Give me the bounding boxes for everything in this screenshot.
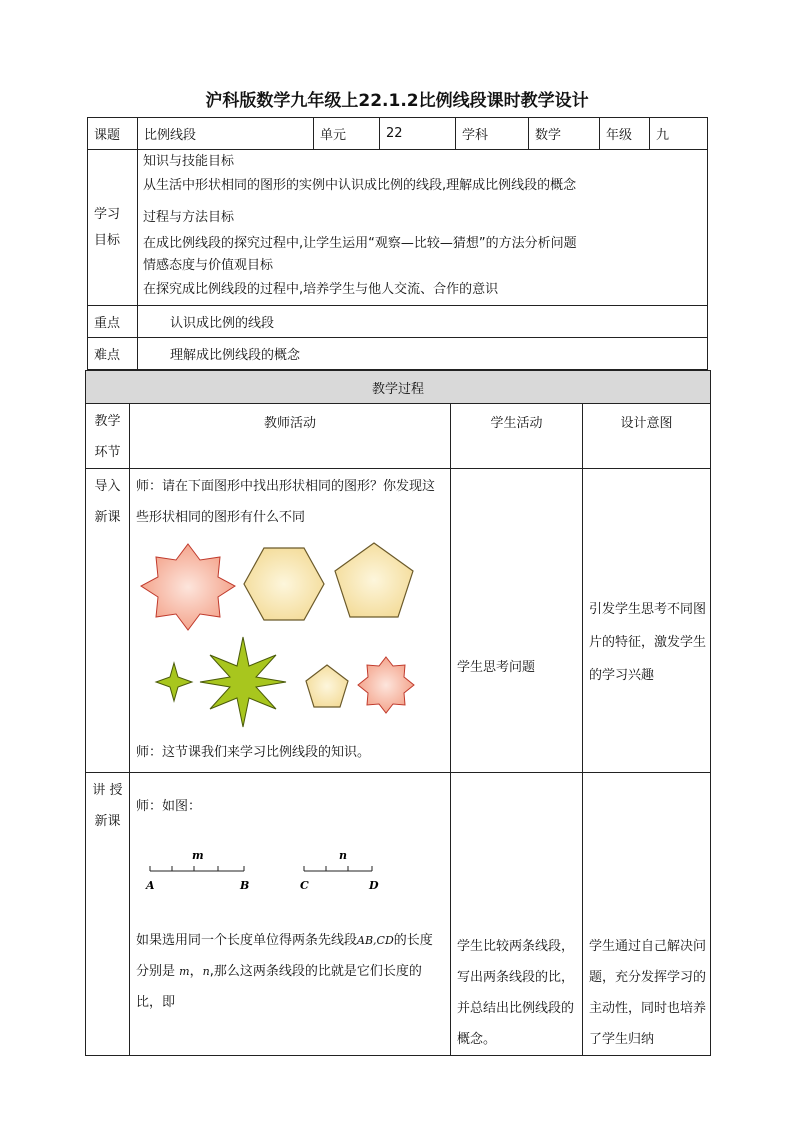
- var-m: m: [179, 965, 190, 978]
- stage-line-2: 新课: [94, 814, 121, 829]
- design-intent-cell: 学生通过自己解决问题，充分发挥学习的主动性，同时也培养了学生归纳: [583, 773, 711, 1056]
- key-point-label: 重点: [88, 306, 138, 338]
- student-activity-cell: 学生比较两条线段，写出两条线段的比，并总结出比例线段的概念。: [451, 773, 583, 1056]
- teacher-paragraph: [136, 925, 444, 1018]
- design-intent-cell: 引发学生思考不同图片的特征，激发学生的学习兴趣: [583, 469, 711, 773]
- segment-ab-ref: AB: [357, 934, 374, 947]
- octagram-small: [358, 657, 414, 713]
- text-run: ，: [189, 964, 203, 979]
- point-a-label: A: [146, 879, 155, 892]
- goals-label-line-1: 学习: [94, 206, 121, 222]
- student-activity-text: 学生思考问题: [457, 660, 536, 675]
- col-student-header: 学生活动: [451, 404, 583, 469]
- course-info-table: [87, 117, 708, 370]
- course-label: 课题: [88, 118, 138, 150]
- shapes-figure: [140, 539, 440, 739]
- point-c-label: C: [300, 879, 309, 892]
- stage-line-1: 讲 授: [92, 783, 123, 798]
- goals-content: [138, 150, 708, 306]
- goal-line: 情感态度与价值观目标: [143, 258, 274, 273]
- segment-ab: [150, 866, 244, 871]
- var-n: n: [202, 965, 210, 978]
- stage-cell: [86, 773, 130, 1056]
- subject-label: 学科: [456, 118, 529, 150]
- segment-ab-label: m: [192, 849, 204, 862]
- text-run: 如果选用同一个长度单位得两条先线段: [136, 933, 358, 948]
- goals-label: [88, 150, 138, 306]
- process-header: 教学过程: [86, 371, 711, 404]
- goals-label-line-2: 目标: [94, 232, 121, 248]
- stage-cell: [86, 469, 130, 773]
- text-run: ,: [373, 934, 377, 947]
- teacher-activity-closing: 师：这节课我们来学习比例线段的知识。: [136, 745, 371, 760]
- teacher-activity-cell: [130, 773, 451, 1056]
- process-table: [85, 370, 711, 1056]
- col-teacher-header: 教师活动: [130, 404, 451, 469]
- goal-line: 在成比例线段的探究过程中,让学生运用“观察—比较—猜想”的方法分析问题: [143, 236, 577, 251]
- segments-figure: [138, 845, 438, 905]
- pentagon-small: [306, 665, 348, 707]
- point-b-label: B: [240, 879, 250, 892]
- teacher-activity-text: 师：请在下面图形中找出形状相同的图形？你发现这些形状相同的图形有什么不同: [136, 479, 436, 525]
- unit-label: 单元: [314, 118, 380, 150]
- large-green-star: [200, 637, 286, 727]
- text-run: ,那么这两条线段的比就是它们长度的比，即: [136, 964, 422, 1010]
- key-point-text: 认识成比例的线段: [138, 306, 708, 338]
- col-intent-header: 设计意图: [583, 404, 711, 469]
- col-stage-line-2: 环节: [94, 445, 121, 460]
- goal-line: 知识与技能目标: [143, 154, 235, 169]
- stage-line-2: 新课: [94, 510, 121, 525]
- segment-cd-label: n: [339, 849, 347, 862]
- course-value: 比例线段: [138, 118, 314, 150]
- teacher-activity-cell: [130, 469, 451, 773]
- hexagon: [244, 548, 324, 620]
- octagram-large: [141, 544, 235, 630]
- col-stage-line-1: 教学: [94, 414, 121, 429]
- student-activity-cell: [451, 469, 583, 773]
- difficulty-label: 难点: [88, 338, 138, 370]
- segment-cd: [304, 866, 372, 871]
- goal-line: 从生活中形状相同的图形的实例中认识成比例的线段,理解成比例线段的概念: [143, 178, 577, 193]
- grade-label: 年级: [600, 118, 650, 150]
- difficulty-text: 理解成比例线段的概念: [138, 338, 708, 370]
- teacher-intro: 师：如图：: [136, 799, 202, 814]
- col-stage-header: [86, 404, 130, 469]
- unit-value: 22: [380, 118, 456, 150]
- grade-value: 九: [650, 118, 708, 150]
- page-title: 沪科版数学九年级上22.1.2比例线段课时教学设计: [205, 91, 589, 111]
- segment-cd-ref: CD: [376, 934, 394, 947]
- point-d-label: D: [369, 879, 379, 892]
- goal-line: 过程与方法目标: [143, 210, 235, 225]
- stage-line-1: 导入: [94, 479, 121, 494]
- text-run: 的长度分别是: [136, 933, 433, 979]
- goal-line: 在探究成比例线段的过程中,培养学生与他人交流、合作的意识: [143, 282, 499, 297]
- small-green-star: [156, 663, 192, 701]
- subject-value: 数学: [529, 118, 600, 150]
- pentagon-large: [335, 543, 413, 617]
